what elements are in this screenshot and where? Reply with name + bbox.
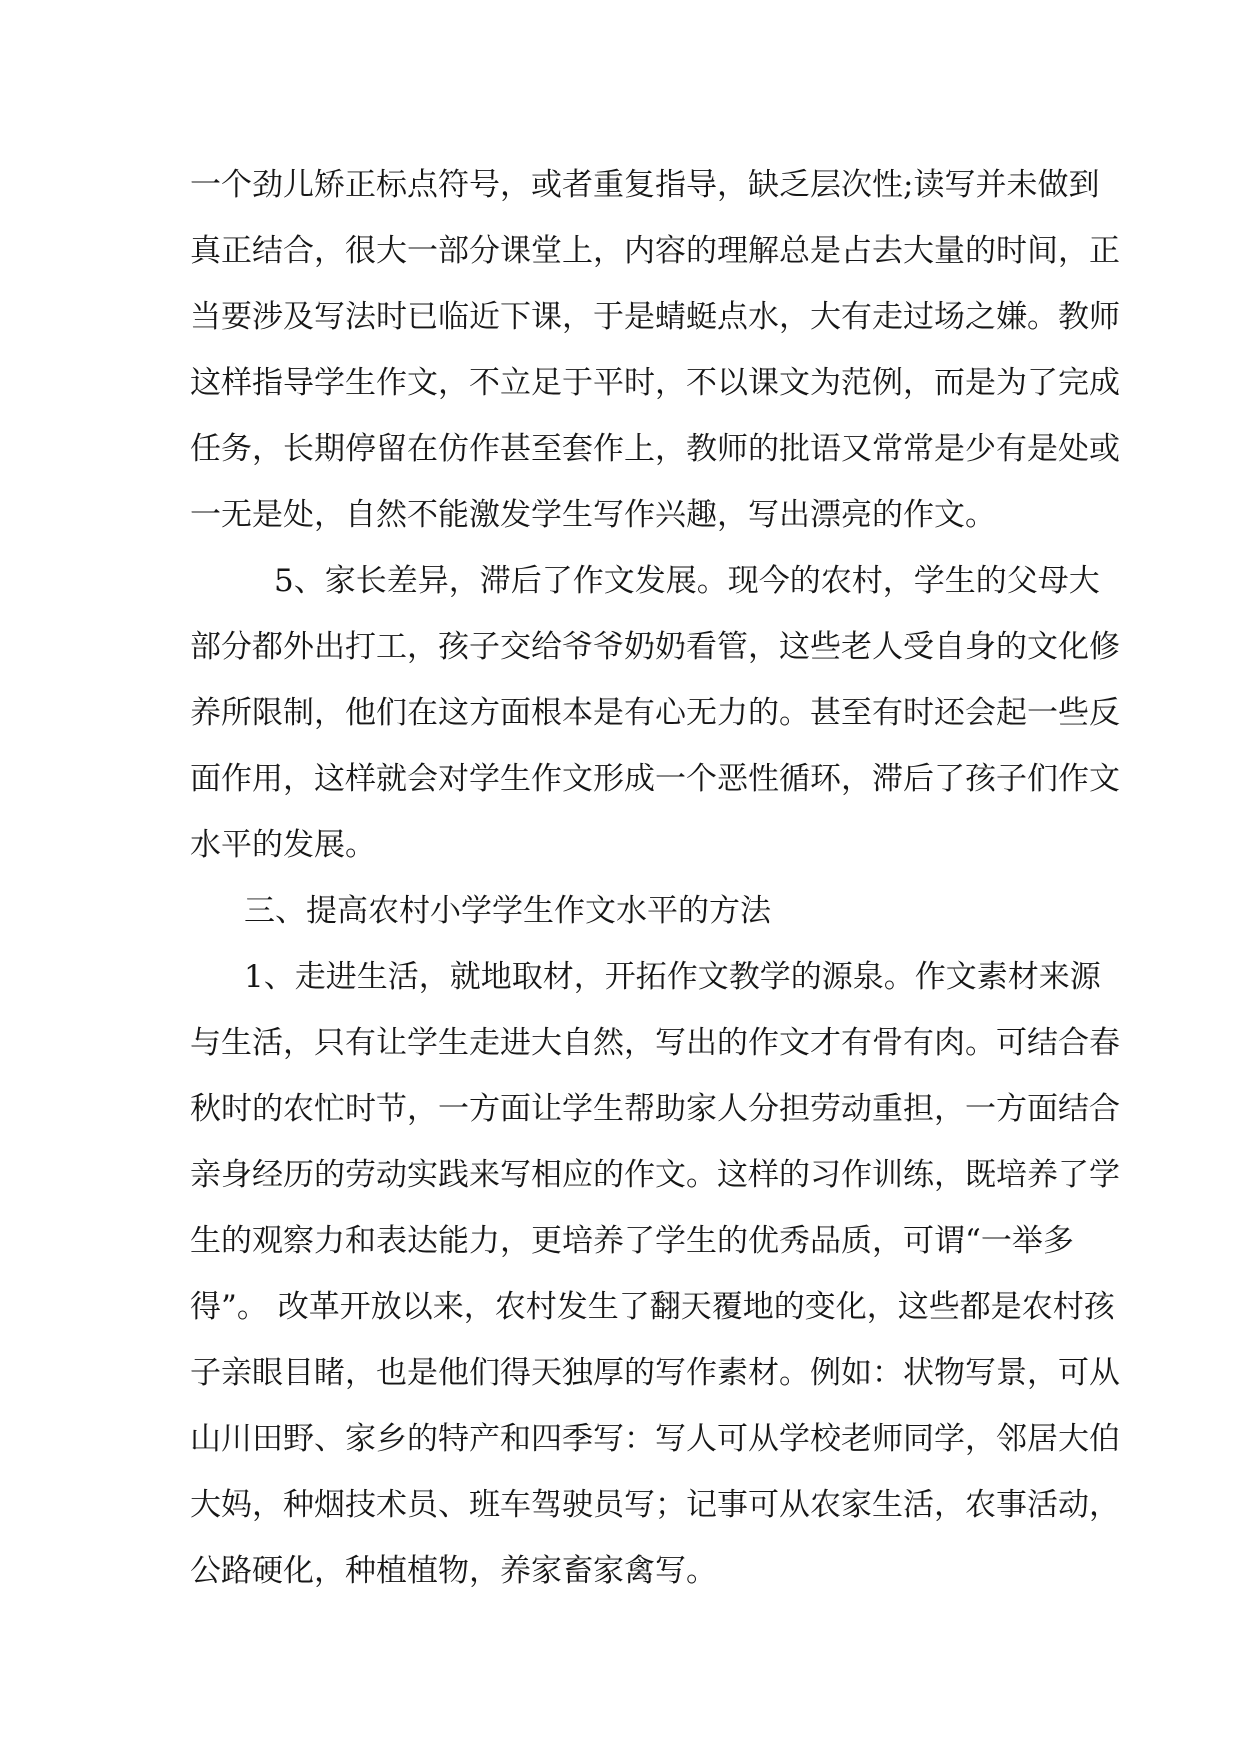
text-line: 真正结合，很大一部分课堂上，内容的理解总是占去大量的时间，正: [190, 233, 1120, 269]
text-line: 子亲眼目睹，也是他们得天独厚的写作素材。例如：状物写景，可从: [190, 1355, 1120, 1391]
text-line: 当要涉及写法时已临近下课，于是蜻蜓点水，大有走过场之嫌。教师: [190, 299, 1120, 335]
text-line: 1、走进生活，就地取材，开拓作文教学的源泉。作文素材来源: [244, 959, 1101, 995]
text-line: 水平的发展。: [190, 827, 376, 863]
text-line: 秋时的农忙时节，一方面让学生帮助家人分担劳动重担，一方面结合: [190, 1091, 1120, 1127]
text-line: 养所限制，他们在这方面根本是有心无力的。甚至有时还会起一些反: [190, 695, 1120, 731]
text-line: 与生活，只有让学生走进大自然，写出的作文才有骨有肉。可结合春: [190, 1025, 1120, 1061]
text-line: 亲身经历的劳动实践来写相应的作文。这样的习作训练，既培养了学: [190, 1157, 1120, 1193]
text-line: 得”。 改革开放以来，农村发生了翻天覆地的变化，这些都是农村孩: [190, 1289, 1115, 1325]
text-line: 任务，长期停留在仿作甚至套作上，教师的批语又常常是少有是处或: [190, 431, 1120, 467]
text-line: 大妈，种烟技术员、班车驾驶员写；记事可从农家生活，农事活动，: [190, 1487, 1120, 1523]
text-line: 一无是处，自然不能激发学生写作兴趣，写出漂亮的作文。: [190, 497, 996, 533]
text-line: 面作用，这样就会对学生作文形成一个恶性循环，滞后了孩子们作文: [190, 761, 1120, 797]
text-line: 山川田野、家乡的特产和四季写：写人可从学校老师同学，邻居大伯: [190, 1421, 1120, 1457]
text-line: 5、家长差异，滞后了作文发展。现今的农村，学生的父母大: [274, 563, 1100, 599]
text-line: 公路硬化，种植植物，养家畜家禽写。: [190, 1553, 717, 1589]
section-heading: 三、提高农村小学学生作文水平的方法: [244, 893, 771, 929]
body-text: [190, 152, 1120, 1604]
text-line: 部分都外出打工，孩子交给爷爷奶奶看管，这些老人受自身的文化修: [190, 629, 1120, 665]
text-line: 生的观察力和表达能力，更培养了学生的优秀品质，可谓“一举多: [190, 1223, 1074, 1259]
text-line: 一个劲儿矫正标点符号，或者重复指导，缺乏层次性;读写并未做到: [190, 167, 1100, 203]
text-line: 这样指导学生作文，不立足于平时，不以课文为范例，而是为了完成: [190, 365, 1120, 401]
